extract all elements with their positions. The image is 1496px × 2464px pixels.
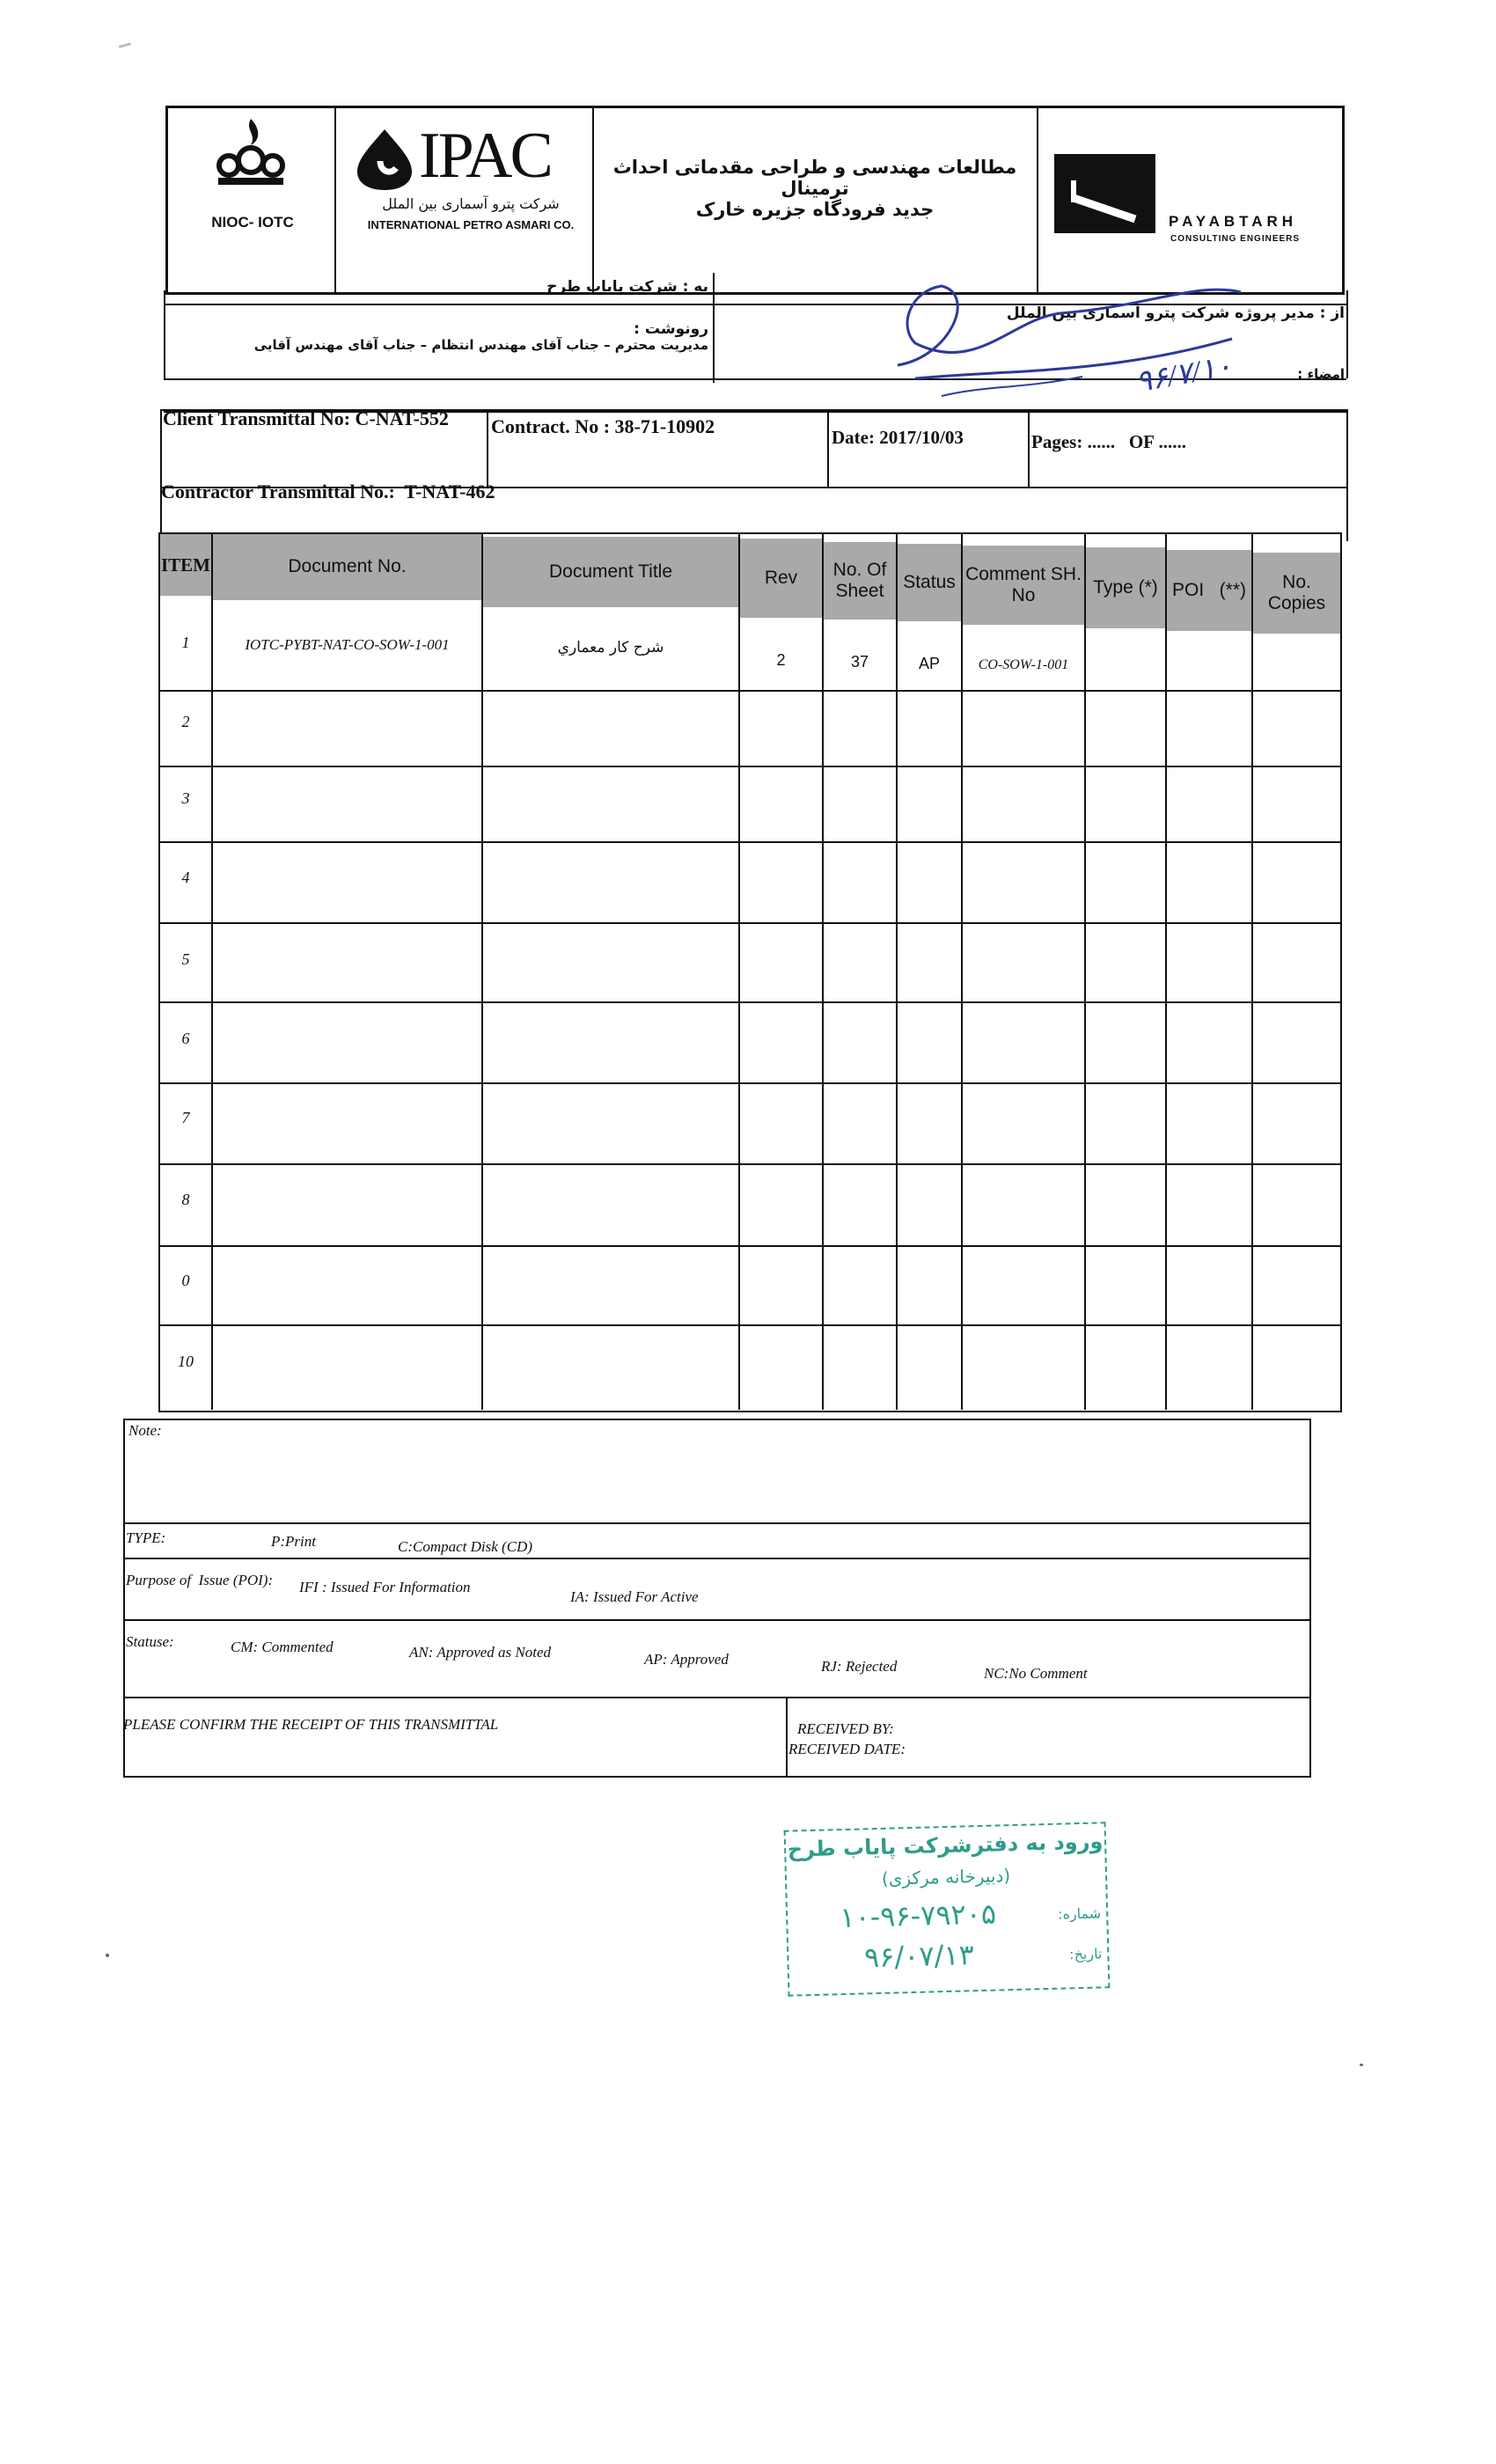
- status-nc: NC:No Comment: [984, 1665, 1088, 1682]
- status-rj: RJ: Rejected: [821, 1658, 898, 1675]
- received-date: RECEIVED DATE:: [788, 1741, 906, 1757]
- row2-item: 2: [181, 712, 190, 730]
- transmittal-date: Date: 2017/10/03: [832, 427, 964, 448]
- project-title-line1: مطالعات مهندسی و طراحی مقدماتی احداث ترمینال: [612, 157, 1017, 199]
- nioc-flame-icon: [202, 114, 299, 189]
- poi-label: Purpose of Issue (POI):: [126, 1572, 274, 1588]
- status-cm: CM: Commented: [231, 1639, 334, 1655]
- stamp-date-label: تاریخ:: [1068, 1945, 1103, 1963]
- header-divider: [334, 108, 336, 293]
- address-right-border: [1346, 290, 1348, 378]
- stamp-line2: (دبیرخانه مرکزی): [881, 1865, 1011, 1889]
- header-copies: No. Copies: [1253, 553, 1340, 634]
- row5-item: 5: [181, 950, 190, 968]
- type-label: TYPE:: [126, 1529, 166, 1546]
- row10-item: 10: [178, 1352, 194, 1370]
- confirm-receipt: PLEASE CONFIRM THE RECEIPT OF THIS TRANSMITTAL: [123, 1716, 499, 1733]
- nioc-label: NIOC- IOTC: [211, 214, 294, 231]
- notes-divider: [125, 1522, 1309, 1524]
- cc-names: مدیریت محترم – جناب آقای مهندس انتظام – جناب آقای مهندس آقایی: [253, 337, 708, 353]
- row1-title: شرح کار معماري: [557, 639, 664, 656]
- column-line: [1165, 534, 1167, 1410]
- row-line: [160, 1082, 1340, 1084]
- notes-divider: [125, 1619, 1309, 1621]
- header-rev: Rev: [740, 539, 822, 618]
- row-line: [160, 690, 1340, 692]
- header-doc-no: Document No.: [213, 534, 481, 600]
- row-line: [160, 766, 1340, 767]
- row4-item: 4: [181, 868, 190, 886]
- poi-ia: IA: Issued For Active: [570, 1588, 699, 1605]
- contractor-transmittal-no: Contractor Transmittal No.: T-NAT-462: [161, 480, 495, 502]
- stamp-line1: ورود به دفترشرکت پایاب طرح: [787, 1829, 1104, 1862]
- row1-sheets: 37: [850, 652, 869, 671]
- poi-ifi: IFI : Issued For Information: [299, 1579, 471, 1595]
- row-line: [160, 922, 1340, 924]
- row-line: [160, 1001, 1340, 1003]
- header-type: Type (*): [1086, 547, 1165, 628]
- from-field: از : مدیر پروژه شرکت پترو آسماری بین الملل: [1006, 304, 1345, 322]
- note-label: Note:: [128, 1422, 162, 1439]
- header-comment-sh: Comment SH. No: [963, 546, 1084, 625]
- payab-logo: [1054, 154, 1155, 233]
- header-status: Status: [898, 544, 961, 621]
- contractor-right-border: [1346, 488, 1348, 541]
- column-line: [1251, 534, 1253, 1410]
- row-line: [160, 1163, 1340, 1165]
- status-ap: AP: Approved: [644, 1651, 729, 1668]
- header-poi: POI (**): [1167, 550, 1251, 631]
- handwritten-signature: [880, 264, 1250, 414]
- transmittal-divider: [487, 411, 488, 488]
- scan-speck: [106, 1954, 109, 1957]
- row-line: [160, 841, 1340, 843]
- row3-item: 3: [181, 788, 190, 807]
- transmittal-divider: [827, 411, 829, 488]
- row1-rev: 2: [776, 650, 786, 669]
- row1-item: 1: [181, 633, 190, 651]
- receipt-divider: [786, 1698, 788, 1776]
- client-transmittal-no: Client Transmittal No: C-NAT-552: [163, 407, 449, 429]
- row-line: [160, 1324, 1340, 1326]
- column-line: [1084, 534, 1086, 1410]
- notes-divider: [125, 1697, 1309, 1698]
- row-line: [160, 1245, 1340, 1247]
- scan-speck: [1360, 2064, 1363, 2066]
- row7-item: 7: [181, 1108, 190, 1126]
- cc-label: رونوشت :: [634, 320, 708, 338]
- row1-status: AP: [918, 654, 940, 672]
- receipt-stamp: [784, 1822, 1111, 1997]
- notes-divider: [125, 1558, 1309, 1559]
- signature-label: امضاء :: [1297, 366, 1345, 382]
- type-print: P:Print: [271, 1533, 316, 1550]
- row1-comment: CO-SOW-1-001: [978, 657, 1069, 672]
- header-no-of-sheet: No. Of Sheet: [824, 542, 896, 620]
- scan-speck: [119, 42, 131, 48]
- received-by: RECEIVED BY:: [797, 1720, 894, 1737]
- payab-name: PAYABTARH: [1169, 213, 1298, 230]
- ipac-wordmark: IPAC: [419, 120, 551, 192]
- ipac-drop-icon: [354, 126, 415, 192]
- to-field: به : شرکت پایاب طرح: [546, 278, 708, 296]
- contract-no: Contract. No : 38-71-10902: [491, 415, 715, 437]
- transmittal-divider: [1028, 411, 1030, 488]
- ipac-name-en: INTERNATIONAL PETRO ASMARI CO.: [367, 218, 575, 231]
- pages: Pages: ...... OF ......: [1031, 431, 1186, 452]
- nioc-logo: [202, 114, 299, 189]
- payab-subtitle: CONSULTING ENGINEERS: [1170, 234, 1301, 244]
- row1-doc-no: IOTC-PYBT-NAT-CO-SOW-1-001: [245, 636, 450, 653]
- type-cd: C:Compact Disk (CD): [398, 1538, 532, 1555]
- stamp-date-value: ۹۶/۰۷/۱۳: [863, 1938, 975, 1975]
- status-label: Statuse:: [126, 1633, 174, 1650]
- status-an: AN: Approved as Noted: [409, 1644, 552, 1661]
- signature-date: ۹۶/۷/۱۰: [1133, 349, 1235, 400]
- ipac-name-fa: شرکت پترو آسماری بین الملل: [382, 195, 560, 212]
- header-title: Document Title: [483, 537, 738, 607]
- row8-item: 8: [181, 1190, 190, 1208]
- stamp-number-label: شماره:: [1057, 1904, 1102, 1923]
- header-divider: [592, 108, 594, 293]
- row9-item: 0: [181, 1271, 190, 1289]
- header-item: ITEM: [160, 534, 211, 596]
- payab-mark-icon: [1054, 154, 1155, 233]
- project-title-line2: جدید فرودگاه جزیره خارک: [695, 199, 935, 220]
- stamp-number-value: ۱۰-۹۶-۷۹۲۰۵: [839, 1896, 997, 1935]
- address-middle-divider: [713, 273, 715, 383]
- row6-item: 6: [181, 1029, 190, 1047]
